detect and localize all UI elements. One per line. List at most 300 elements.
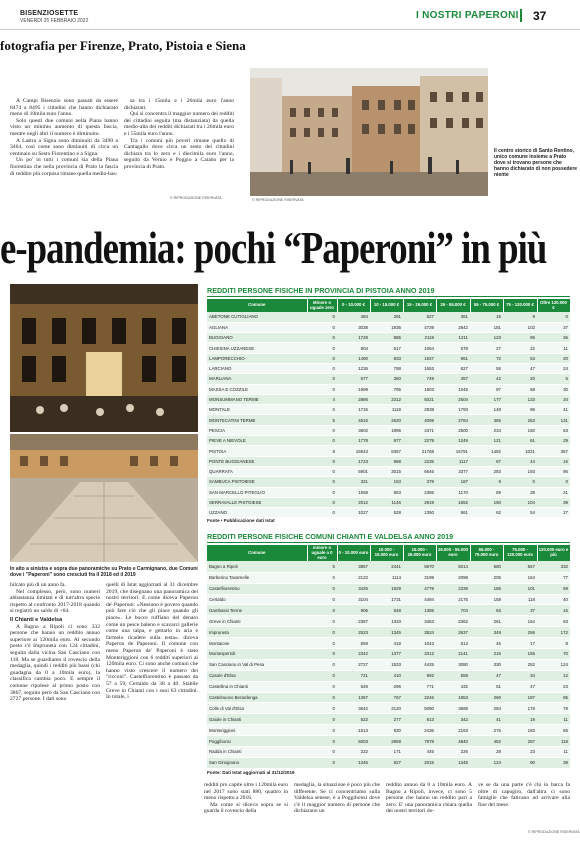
value-cell: 2163	[436, 725, 470, 736]
value-cell: 988	[370, 456, 403, 466]
bottom-column-5	[386, 782, 472, 815]
value-cell: 1117	[436, 456, 470, 466]
paragraph: quelli di Istat aggiornati al 31 dicembre 2019, che disegnano una panoramica dei nostri territori. E come diceva Paperon de' Paperoni: «Nessuno è povero quando può fare ciò che gli piace quando gli piace». Le bocce ruffiano del denaro come un pesce baleno e scavarci gallerie come una talpa, e gettarlo in aria e farmelo ricadere sulla testa». diceva Paperon de Paperoni. Il comune con meno Paperon de' Paperoni è stato Monteriggioni con 6 redditi superiori ai 120mila euro. Ci sono anche comuni che hanno visto crescere il numero dei "ricconi". Castelfiorentino è passato da 57 a 59, Certaldo da 38 a 40. Stabile Greve in Chianti con i suoi 63 cittadini. In totale, i	[106, 582, 198, 701]
table-row	[207, 353, 570, 363]
value-cell: 2436	[403, 725, 436, 736]
table-row	[207, 425, 570, 435]
value-cell: 2246	[403, 692, 436, 703]
value-cell: 263	[503, 415, 537, 425]
value-cell: 252	[503, 659, 537, 670]
paragraph: Ma come si diceva sopra se si guarda il rovescio della	[204, 801, 288, 815]
value-cell: 2784	[436, 415, 470, 425]
value-cell: 164	[503, 572, 537, 583]
value-cell: 119	[537, 736, 570, 747]
value-cell: 1064	[403, 343, 436, 353]
column-header: 55.000 - 75.000 euro	[470, 545, 503, 561]
comune-cell: Gaiole in Chianti	[207, 714, 307, 725]
column-header: Comune	[207, 545, 307, 561]
value-cell: 0	[307, 681, 337, 692]
value-cell: 0	[307, 627, 337, 638]
value-cell: 37	[503, 605, 537, 616]
table-row	[207, 436, 570, 446]
comune-cell: Poggibonsi	[207, 736, 307, 747]
value-cell: 58	[503, 384, 537, 394]
value-cell: 2637	[436, 627, 470, 638]
value-cell: 20	[503, 374, 537, 384]
value-cell: 186	[470, 583, 503, 594]
paragraph: redditi pro capite oltre i 120mila euro nel 2017 sono stati 880, quattro in meno rispetto a 2016.	[204, 782, 288, 802]
comune-cell: Gambassi Terme	[207, 605, 307, 616]
value-cell: 277	[370, 714, 403, 725]
comune-cell: MONSUMMANO TERME	[207, 394, 307, 404]
comune-cell: LARCIANO	[207, 363, 307, 373]
value-cell: 2235	[403, 456, 436, 466]
value-cell: 4840	[436, 736, 470, 747]
value-cell: 1599	[337, 384, 370, 394]
table1-title-rule	[207, 296, 570, 297]
top-photo-credit: © RIPRODUZIONE RISERVATA	[252, 198, 304, 202]
value-cell: 101	[503, 583, 537, 594]
value-cell: 0	[307, 692, 337, 703]
value-cell: 1558	[337, 487, 370, 497]
value-cell: 54	[503, 508, 537, 518]
photo-credit: © RIPRODUZIONE RISERVATA	[170, 196, 222, 200]
paragraph: Tra i comuni più poveri rimane quello di Cantagallo dove circa un sesto dei cittadini dichiara tra lo zero e i diecimila euro l'anno, seguito da Vernio e Poggio a Caiano per la provincia di Prato.	[124, 137, 234, 170]
value-cell: 5970	[403, 561, 436, 572]
paragraph: sa tra i 15mila e i 26mila euro l'anno dichiarati.	[124, 98, 234, 111]
value-cell: 4779	[403, 583, 436, 594]
value-cell: 3104	[337, 594, 370, 605]
value-cell: 2441	[370, 561, 403, 572]
table-row	[207, 659, 570, 670]
value-cell: 2279	[403, 436, 436, 446]
comune-cell: SAN MARCELLO PITEGLIO	[207, 487, 307, 497]
value-cell: 178	[503, 703, 537, 714]
value-cell: 1170	[436, 487, 470, 497]
comune-cell: MARLIANA	[207, 374, 307, 384]
value-cell: 291	[370, 312, 403, 322]
table-row	[207, 343, 570, 353]
value-cell: 42	[470, 374, 503, 384]
value-cell: 0	[307, 572, 337, 583]
comune-cell: UZZANO	[207, 508, 307, 518]
value-cell: 2858	[370, 736, 403, 747]
value-cell: 12	[537, 670, 570, 681]
value-cell: 96	[503, 405, 537, 415]
value-cell: 3463	[403, 616, 436, 627]
value-cell: 36	[537, 333, 570, 343]
value-cell: 906	[337, 605, 370, 616]
value-cell: 2362	[436, 616, 470, 627]
value-cell: 102	[503, 322, 537, 332]
value-cell: 51	[470, 681, 503, 692]
table-row	[207, 594, 570, 605]
prato-night-photo	[10, 284, 198, 432]
value-cell: 148	[470, 405, 503, 415]
value-cell: 1043	[403, 638, 436, 649]
value-cell: 0	[307, 322, 337, 332]
value-cell: 2119	[403, 333, 436, 343]
value-cell: 1119	[370, 405, 403, 415]
value-cell: 28	[470, 747, 503, 758]
value-cell: 1346	[436, 757, 470, 768]
value-cell: 150	[503, 425, 537, 435]
value-cell: 2012	[337, 497, 370, 507]
value-cell: 260	[470, 692, 503, 703]
value-cell: 47	[503, 363, 537, 373]
value-cell: 332	[537, 561, 570, 572]
comune-cell: PONTE BUGGIANESE	[207, 456, 307, 466]
table-row	[207, 627, 570, 638]
table-row	[207, 703, 570, 714]
value-cell: 155	[503, 649, 537, 660]
value-cell: 1236	[337, 363, 370, 373]
value-cell: 0	[307, 670, 337, 681]
value-cell: 1731	[370, 594, 403, 605]
value-cell: 549	[337, 681, 370, 692]
value-cell: 0	[307, 659, 337, 670]
subheading-chianti: Il Chianti e Valdelsa	[10, 616, 63, 623]
value-cell: 63	[537, 616, 570, 627]
value-cell: 2523	[337, 627, 370, 638]
table-row	[207, 583, 570, 594]
value-cell: 0	[307, 343, 337, 353]
table-row	[207, 638, 570, 649]
value-cell: 0	[307, 333, 337, 343]
bottom-column-6	[478, 782, 570, 808]
value-cell: 28	[503, 487, 537, 497]
value-cell: 3425	[337, 583, 370, 594]
comune-cell: SAMBUCA PISTOIESE	[207, 477, 307, 487]
table-row	[207, 497, 570, 507]
value-cell: 1793	[436, 405, 470, 415]
value-cell: 121	[470, 436, 503, 446]
value-cell: 90	[503, 757, 537, 768]
value-cell: 79	[537, 703, 570, 714]
value-cell: 171	[370, 747, 403, 758]
table-row	[207, 374, 570, 384]
comune-cell: Certaldo	[207, 594, 307, 605]
value-cell: 2500	[436, 425, 470, 435]
value-cell: 3695	[436, 703, 470, 714]
value-cell: 527	[403, 312, 436, 322]
value-cell: 721	[337, 670, 370, 681]
section-divider	[520, 9, 522, 22]
value-cell: 0	[307, 384, 337, 394]
value-cell: 72	[470, 353, 503, 363]
value-cell: 59	[537, 583, 570, 594]
table-row	[207, 605, 570, 616]
table-row	[207, 363, 570, 373]
table-row	[207, 747, 570, 758]
table1-title: REDDITI PERSONE FISICHE IN PROVINCIA DI PISTOIA ANNO 2019	[207, 286, 435, 295]
value-cell: 1995	[370, 425, 403, 435]
value-cell: 187	[503, 692, 537, 703]
value-cell: 2120	[370, 703, 403, 714]
paragraph: A Bagno a Ripoli ci sono 332 persone che hanno un reddito annuo superiore ai 120mila euro. Al secondo posto c'è Impruneta con 124 cittadini, seguita dalla vicina San Casciano con 118. Ma se guardiamo il rovescio della medaglia, quindi i redditi più bassi (chi guadagna da 0 a 10mila euro), la classifica cambia poco. E sempre il comune ripolese al primo posto con 3867, seguito però da San Casciano con 2727 persone. I dati sono	[10, 623, 100, 703]
value-cell: 365	[470, 415, 503, 425]
paragraph: ve se da una parte c'è chi in barca fa oltre di capogiro, dall'altra ci sono famiglie che faticano ad arrivare alla fine del mese.	[478, 782, 570, 808]
comune-cell: QUARRATA	[207, 466, 307, 476]
value-cell: 95	[503, 333, 537, 343]
table-row	[207, 446, 570, 456]
value-cell: 41	[470, 714, 503, 725]
value-cell: 23	[503, 747, 537, 758]
value-cell: 522	[337, 714, 370, 725]
value-cell: 361	[436, 312, 470, 322]
comune-cell: Greve in Chianti	[207, 616, 307, 627]
comune-cell: Bagno a Ripoli	[207, 561, 307, 572]
left-photos-caption: In alto a sinistra e sopra due panoramiche su Prato e Carmignano, due Comuni dove i "Paperoni" sono cresciuti fra il 2018 ed il 2019	[10, 566, 198, 578]
value-cell: 21768	[403, 446, 436, 456]
value-cell: 47	[470, 670, 503, 681]
value-cell: 40	[537, 594, 570, 605]
value-cell: 55	[470, 363, 503, 373]
value-cell: 0	[307, 487, 337, 497]
value-cell: 342	[436, 714, 470, 725]
table2-title: REDDITI PERSONE FISICHE COMUNI CHIANTI E VALDELSA ANNO 2019	[207, 532, 454, 541]
value-cell: 977	[370, 436, 403, 446]
value-cell: 11	[537, 747, 570, 758]
value-cell: 1027	[337, 508, 370, 518]
page-header	[0, 0, 580, 30]
paragraph: medaglia, la situazione è poco più che differente. Se ci concentriamo sulla Valdelsa senese, è a Poggibonsi dove c'è il maggior numero di persone che dichiarano un	[294, 782, 380, 815]
value-cell: 34	[503, 670, 537, 681]
table1-source: Fonte • Pubblicazione dati Istat	[207, 518, 275, 523]
value-cell: 2098	[436, 572, 470, 583]
comune-cell: MONTALE	[207, 405, 307, 415]
value-cell: 0	[307, 466, 337, 476]
value-cell: 24	[537, 363, 570, 373]
comune-cell: Colle di Val d'Elsa	[207, 703, 307, 714]
value-cell: 410	[370, 670, 403, 681]
paragraph: A Campi Bisenzio sono passati da essere 8474 a 8495 i cittadini che hanno dichiarato meno di 10mila euro l'anno.	[10, 98, 118, 118]
value-cell: 1386	[403, 605, 436, 616]
value-cell: 30	[537, 384, 570, 394]
value-cell: 70	[537, 649, 570, 660]
value-cell: 0	[307, 312, 337, 322]
main-headline: e-pandemia: pochi “Paperoni” in più	[0, 222, 547, 273]
column-header: 75.000 - 120.000 euro	[503, 545, 537, 561]
value-cell: 0	[307, 736, 337, 747]
paragraph: bilcato più di un anno fa.	[10, 582, 66, 588]
value-cell: 216	[470, 649, 503, 660]
value-cell: 1490	[337, 353, 370, 363]
article-column-2	[124, 98, 234, 171]
column-header: 120.000 euro e più	[537, 545, 570, 561]
bottom-column-4	[294, 782, 380, 815]
value-cell: 67	[470, 456, 503, 466]
value-cell: 360	[370, 374, 403, 384]
value-cell: 20	[537, 353, 570, 363]
column-header: Oltre 120.000 €	[537, 299, 570, 312]
column-header: 15 - 26.000 €	[403, 299, 436, 312]
value-cell: 2312	[370, 394, 403, 404]
value-cell: 771	[403, 681, 436, 692]
value-cell: 419	[370, 638, 403, 649]
table-row	[207, 312, 570, 322]
value-cell: 205	[470, 572, 503, 583]
table-row	[207, 714, 570, 725]
value-cell: 22	[503, 343, 537, 353]
value-cell: 961	[436, 353, 470, 363]
value-cell: 124	[470, 757, 503, 768]
value-cell: 2504	[436, 394, 470, 404]
value-cell: 0	[307, 747, 337, 758]
value-cell: 2919	[403, 497, 436, 507]
value-cell: 2175	[436, 594, 470, 605]
value-cell: 5	[537, 374, 570, 384]
value-cell: 150	[470, 497, 503, 507]
value-cell: 124	[537, 659, 570, 670]
value-cell: 11	[537, 714, 570, 725]
comune-cell: LAMPORECCHIO	[207, 353, 307, 363]
value-cell: 0	[307, 703, 337, 714]
value-cell: 0	[307, 456, 337, 466]
value-cell: 0	[503, 477, 537, 487]
paragraph: reddito annuo da 0 a 10mila euro. A Bagno a Ripoli, invece, ci sono 5 persone che hanno un reddito pari a zero. E' una panoramica chiara quella dei nostri territori do-	[386, 782, 472, 815]
value-cell: 5	[307, 561, 337, 572]
value-cell: 284	[470, 703, 503, 714]
value-cell: 785	[370, 384, 403, 394]
value-cell: 767	[370, 692, 403, 703]
value-cell: 0	[307, 425, 337, 435]
value-cell: 330	[470, 659, 503, 670]
value-cell: 885	[370, 333, 403, 343]
value-cell: 153	[370, 477, 403, 487]
value-cell: 0	[307, 714, 337, 725]
value-cell: 226	[436, 747, 470, 758]
value-cell: 53	[503, 353, 537, 363]
value-cell: 659	[337, 638, 370, 649]
table-row	[207, 508, 570, 518]
value-cell: 0	[537, 477, 570, 487]
value-cell: 61	[503, 436, 537, 446]
table-row	[207, 415, 570, 425]
value-cell: 3602	[337, 425, 370, 435]
value-cell: 1533	[370, 659, 403, 670]
table-row	[207, 561, 570, 572]
value-cell: 4425	[403, 659, 436, 670]
value-cell: 123	[470, 333, 503, 343]
carmignano-square-photo	[10, 434, 198, 562]
value-cell: 77	[537, 572, 570, 583]
value-cell: 367	[537, 446, 570, 456]
value-cell: 97	[470, 384, 503, 394]
value-cell: 677	[337, 374, 370, 384]
value-cell: 567	[503, 561, 537, 572]
value-cell: 321	[337, 477, 370, 487]
chianti-valdelsa-income-table	[207, 545, 571, 769]
value-cell: 0	[307, 594, 337, 605]
value-cell: 2727	[337, 659, 370, 670]
value-cell: 2886	[337, 394, 370, 404]
column-header: minore o uguale a 0 euro	[307, 545, 337, 561]
value-cell: 187	[436, 477, 470, 487]
article-column-1	[10, 98, 118, 177]
value-cell: 34	[537, 394, 570, 404]
table-row	[207, 681, 570, 692]
table-row	[207, 736, 570, 747]
value-cell: 5090	[403, 703, 436, 714]
value-cell: 4739	[403, 322, 436, 332]
value-cell: 3642	[337, 703, 370, 714]
value-cell: 287	[503, 736, 537, 747]
value-cell: 45	[470, 638, 503, 649]
comune-cell: Casole d'Elsa	[207, 670, 307, 681]
value-cell: 2367	[337, 616, 370, 627]
value-cell: 4371	[403, 425, 436, 435]
value-cell: 0	[307, 616, 337, 627]
value-cell: 2339	[436, 583, 470, 594]
value-cell: 1021	[503, 446, 537, 456]
value-cell: 2015	[403, 757, 436, 768]
value-cell: 445	[403, 747, 436, 758]
value-cell: 827	[436, 363, 470, 373]
comune-cell: Radda in Chianti	[207, 747, 307, 758]
value-cell: 3015	[370, 466, 403, 476]
value-cell: 181	[470, 322, 503, 332]
value-cell: 1345	[370, 627, 403, 638]
value-cell: 0	[307, 363, 337, 373]
value-cell: 904	[337, 343, 370, 353]
comune-cell: CHIESINA UZZANESE	[207, 343, 307, 353]
table2-source: Fonte: Dati Istat aggiornati al 31/12/2019	[207, 770, 295, 775]
value-cell: 452	[470, 736, 503, 747]
value-cell: 3199	[403, 572, 436, 583]
value-cell: 1346	[337, 757, 370, 768]
value-cell: 2342	[337, 649, 370, 660]
value-cell: 3080	[436, 659, 470, 670]
table-row	[207, 670, 570, 681]
top-photo-caption: Il centro storico di Santo Rentino, unico comune insieme a Prato dove si trovano persone che hanno dichiarato di non possedere niente	[494, 148, 578, 178]
value-cell: 158	[470, 594, 503, 605]
value-cell: 1715	[337, 405, 370, 415]
value-cell: 172	[537, 627, 570, 638]
value-cell: 17	[503, 638, 537, 649]
table-row	[207, 692, 570, 703]
value-cell: 3867	[337, 561, 370, 572]
table-row	[207, 616, 570, 627]
value-cell: 69	[470, 487, 503, 497]
value-cell: 15	[470, 312, 503, 322]
table-row	[207, 333, 570, 343]
value-cell: 1211	[436, 333, 470, 343]
value-cell: 1728	[337, 333, 370, 343]
pistoia-income-table	[207, 299, 571, 518]
value-cell: 1903	[403, 384, 436, 394]
value-cell: 0	[307, 725, 337, 736]
value-cell: 3377	[436, 466, 470, 476]
value-cell: 1045	[436, 384, 470, 394]
value-cell: 23	[537, 681, 570, 692]
value-cell: 1357	[337, 692, 370, 703]
value-cell: 41	[537, 405, 570, 415]
comune-cell: PESCIA	[207, 425, 307, 435]
value-cell: 8367	[370, 446, 403, 456]
paragraph: Un po' in tutti i comuni sia della Piana fiorentina che nella provincia di Prato la fascia di reddito più corposa rimane quella medio-bas-	[10, 157, 118, 177]
value-cell: 6646	[403, 466, 436, 476]
value-cell: 0	[307, 649, 337, 660]
value-cell: 1723	[337, 456, 370, 466]
value-cell: 63	[470, 605, 503, 616]
comune-cell: Castelnuovo Berardenga	[207, 692, 307, 703]
value-cell: 234	[470, 425, 503, 435]
value-cell: 276	[470, 725, 503, 736]
value-cell: 1513	[337, 725, 370, 736]
value-cell: 2386	[403, 487, 436, 497]
comune-cell: Barberino Tavarnelle	[207, 572, 307, 583]
